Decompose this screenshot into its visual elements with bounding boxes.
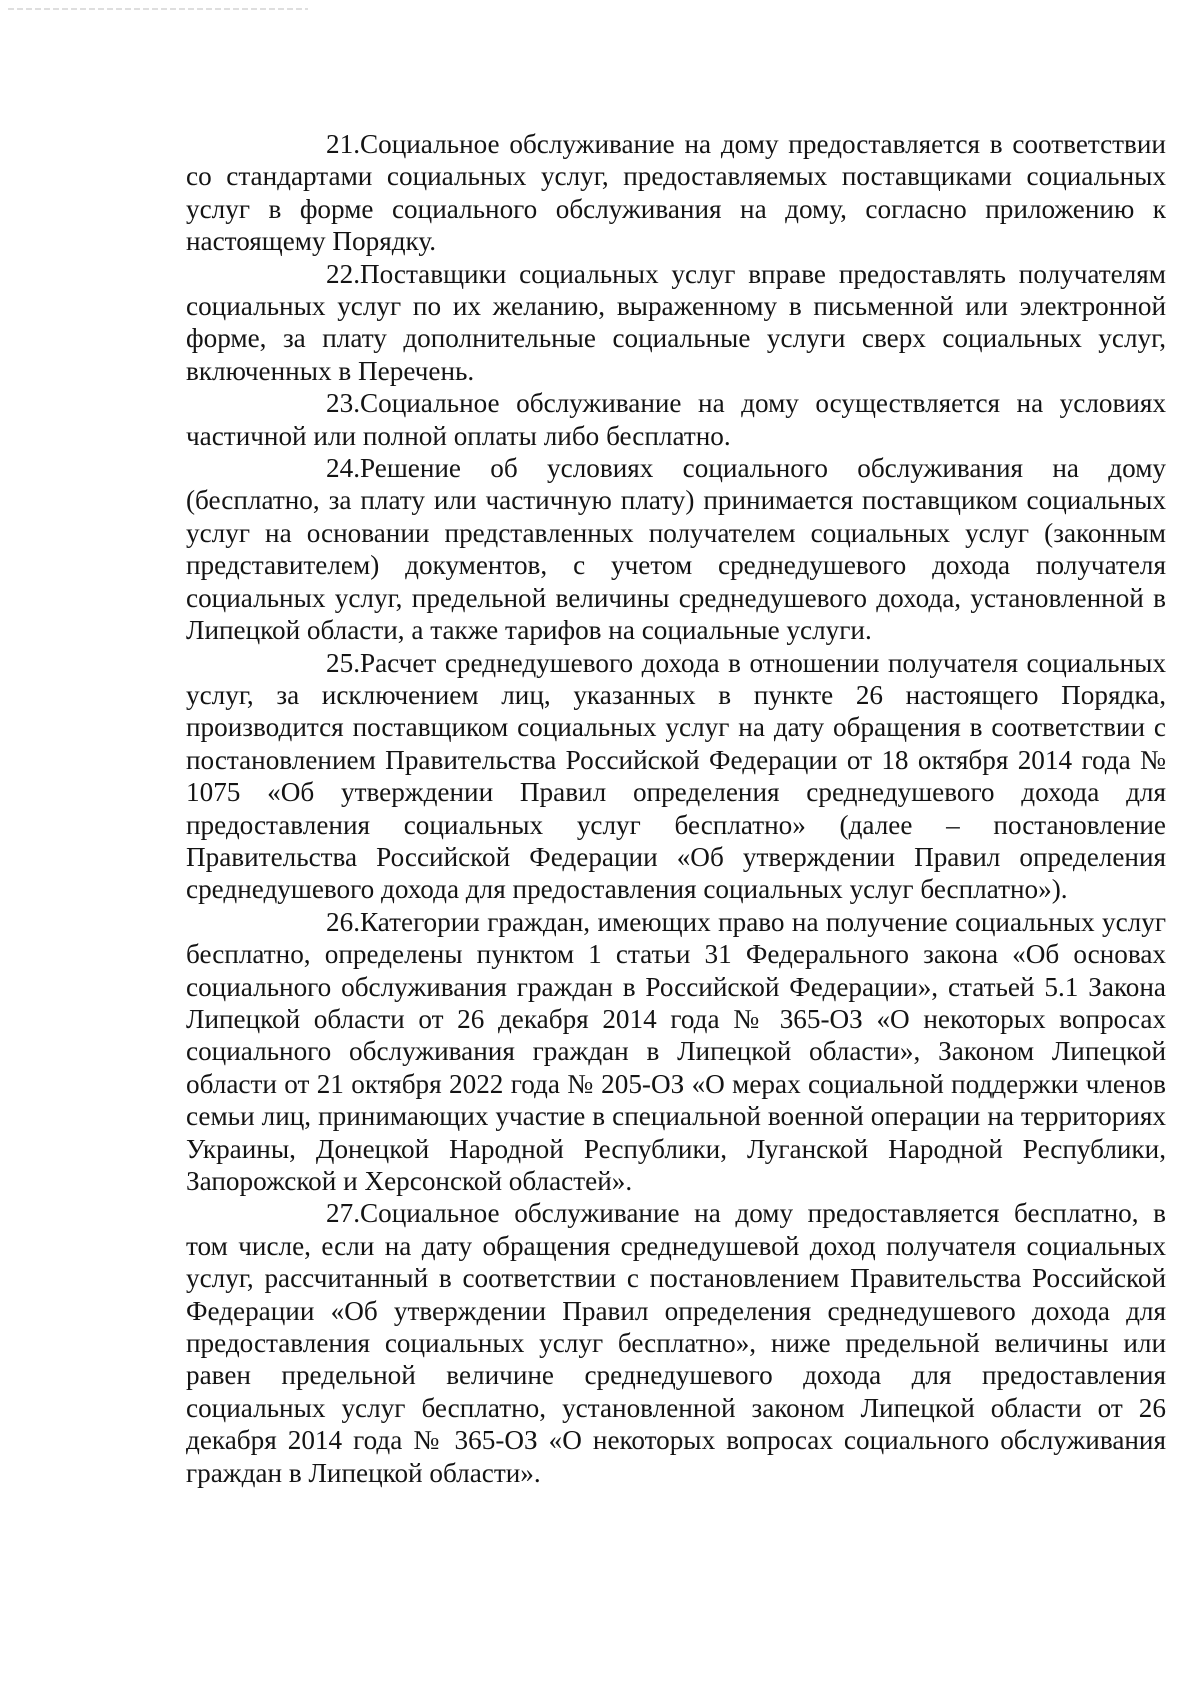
- paragraph-23: [186, 387, 1166, 452]
- paragraph-number: 21.: [326, 129, 360, 159]
- paragraph-number: 27.: [326, 1198, 360, 1229]
- paragraph-27: [186, 1197, 1166, 1489]
- paragraph-text: Решение об условиях социального обслуживания на дому (бесплатно, за плату или частичную плату) принимается поставщиком социальных услуг на основании представленных получателем социальных услуг (законным представителем) документов, с учетом среднедушевого дохода получателя социальных услуг, предельной величины среднедушевого дохода, установленной в Липецкой области, а также тарифов на социальные услуги.: [186, 453, 1166, 646]
- document-body: [186, 128, 1166, 1489]
- paragraph-text: Расчет среднедушевого дохода в отношении получателя социальных услуг, за исключением лиц, указанных в пункте 26 настоящего Порядка, производится поставщиком социальных услуг на дату обращения в соответствии с постановлением Правительства Российской Федерации от 18 октября 2014 года № 1075 «Об утверждении Правил определения среднедушевого дохода для предоставления социальных услуг бесплатно» (далее – постановление Правительства Российской Федерации «Об утверждении Правил определения среднедушевого дохода для предоставления социальных услуг бесплатно»).: [186, 647, 1166, 905]
- paragraph-22: [186, 258, 1166, 388]
- paragraph-text: Категории граждан, имеющих право на получение социальных услуг бесплатно, определены пунктом 1 статьи 31 Федерального закона «Об основах социального обслуживания граждан в Российской Федерации», статьей 5.1 Закона Липецкой области от 26 декабря 2014 года № 365-ОЗ «О некоторых вопросах социального обслуживания граждан в Липецкой области», Законом Липецкой области от 21 октября 2022 года № 205-ОЗ «О мерах социальной поддержки членов семьи лиц, принимающих участие в специальной военной операции на территориях Украины, Донецкой Народной Республики, Луганской Народной Республики, Запорожской и Херсонской областей».: [186, 906, 1166, 1196]
- paragraph-number: 25.: [326, 647, 360, 678]
- paragraph-text: Поставщики социальных услуг вправе предоставлять получателям социальных услуг по их желанию, выраженному в письменной или электронной форме, за плату дополнительные социальные услуги сверх социальных услуг, включенных в Перечень.: [186, 258, 1166, 386]
- paragraph-21: [186, 128, 1166, 258]
- paragraph-number: 22.: [326, 258, 360, 289]
- paragraph-number: 23.: [326, 388, 360, 419]
- paragraph-26: [186, 906, 1166, 1198]
- paragraph-25: [186, 647, 1166, 906]
- paragraph-text: Социальное обслуживание на дому предоставляется бесплатно, в том числе, если на дату обращения среднедушевой доход получателя социальных услуг, рассчитанный в соответствии с постановлением Правительства Российской Федерации «Об утверждении Правил определения среднедушевого дохода для предоставления социальных услуг бесплатно», ниже предельной величины или равен предельной величине среднедушевого дохода для предоставления социальных услуг бесплатно, установленной законом Липецкой области от 26 декабря 2014 года № 365-ОЗ «О некоторых вопросах социального обслуживания граждан в Липецкой области».: [186, 1198, 1166, 1488]
- paragraph-24: [186, 452, 1166, 646]
- paragraph-text: Социальное обслуживание на дому осуществляется на условиях частичной или полной оплаты либо бесплатно.: [186, 388, 1166, 451]
- scan-artifact-line: [8, 8, 308, 10]
- paragraph-text: Социальное обслуживание на дому предоставляется в соответствии со стандартами социальных услуг, предоставляемых поставщиками социальных услуг в форме социального обслуживания на дому, согласно приложению к настоящему Порядку.: [186, 129, 1166, 257]
- paragraph-number: 24.: [326, 453, 360, 484]
- paragraph-number: 26.: [326, 906, 360, 937]
